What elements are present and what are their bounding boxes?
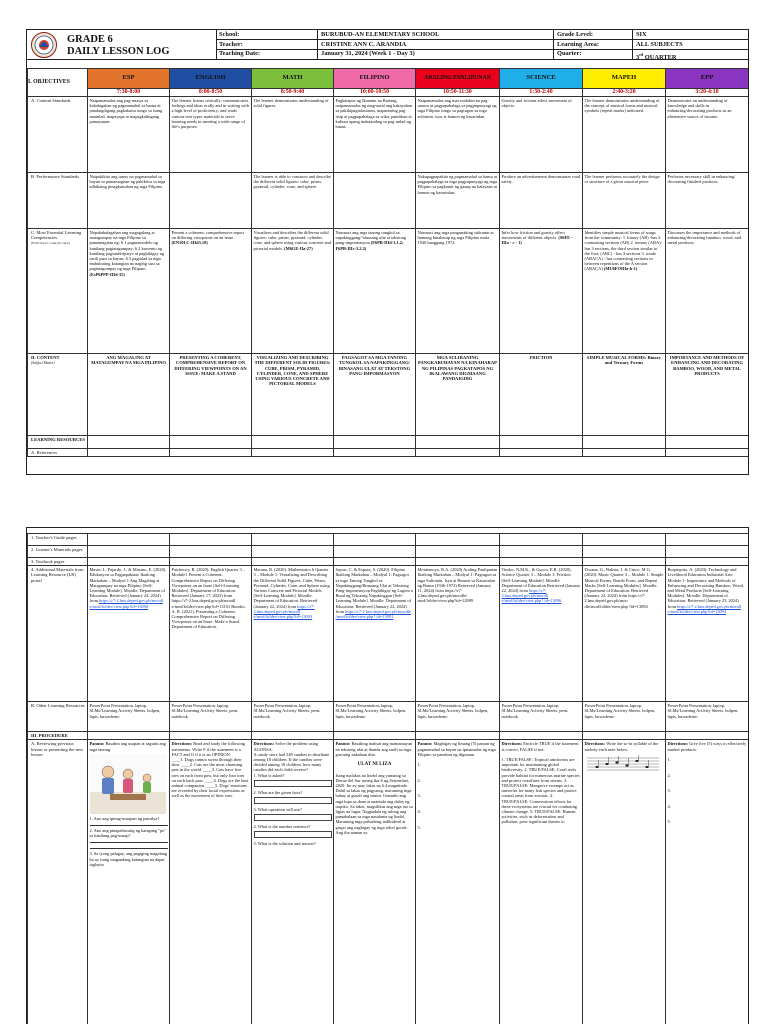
math-answer-box-2[interactable] bbox=[254, 797, 332, 804]
info-labels-right bbox=[557, 30, 599, 59]
am-epp-link[interactable]: https://r7-2.lms.deped.gov.ph/moodl e/mod/folder/view.php?id=13094 bbox=[667, 603, 742, 614]
cs-ap: Naipamamalas ang mas malalim na pag-unawa at pagpapahalaga sa pagpupunyagi ng mga Pilipino tungo sa pagtugon sa mga suliranin, isyu at hamon ng kasarinlan. bbox=[416, 97, 500, 173]
quarter-label: Quarter: bbox=[557, 50, 582, 58]
references-label: A. References bbox=[28, 449, 88, 457]
deped-seal-icon bbox=[31, 32, 57, 58]
or-esp: PowerPoint Presentation, laptop, SLMs/Learning Activity Sheets, bolpen, lapis, kuwaderno bbox=[88, 702, 170, 732]
info-labels-left bbox=[219, 30, 260, 59]
time-epp: 3:20-4:10 bbox=[666, 89, 749, 97]
esp-question-1: 1. Ano ang ipinag-uusapan ng pamilya? bbox=[89, 815, 160, 821]
lm-pages-row bbox=[28, 546, 749, 558]
references-row bbox=[28, 449, 749, 457]
ps-ap: Nakapagpapakita ng pagmamahal sa bansa at pagpapahalaga sa mga pagpupunyagi ng mga Pilipino sa pagkamit ng ganap na kalayaan at hamon ng kasarinlan. bbox=[416, 173, 500, 229]
content-row bbox=[28, 354, 749, 436]
english-items: ____1. Dogs cannot sweat through their skin. ____2. Cats are the most charming pets in the world. ____3. Cats have five toes on each front paw, but only four toes on each back paw. ____4. Dogs are the best animal companion. ____5. Dogs' emotions are revealed by their facial expressions as well as the movement of their ears. bbox=[171, 757, 249, 799]
rv-epp: Directions: Give five (5) ways to effectively market products. 1. 2. 3. 4. 5. bbox=[666, 740, 749, 1024]
procedure-row bbox=[28, 732, 749, 740]
other-resources-row bbox=[28, 702, 749, 732]
mc-english: Present a coherent, comprehensive report on differing viewpoints on an issue. (EN10LC-IIId3.18) bbox=[170, 229, 252, 354]
lesson-log-page-1 bbox=[26, 29, 749, 475]
or-math: PowerPoint Presentation, laptop, SLMs/Learning Activity Sheets, pens, notebook bbox=[252, 702, 334, 732]
subject-araling-panlipunan: ARALING PANLIPUNAN bbox=[416, 69, 500, 89]
topic-math: VISUALIZING AND DESCRIBING THE DIFFERENT SOLID FIGURES: CUBE, PRISM, PYRAMID, CYLINDER, CONE, AND SPHERE USING VARIOUS CONCRETE AND PICTORIAL MODELS bbox=[252, 354, 334, 436]
music-staff-icon bbox=[585, 754, 661, 776]
am-ap: Montemoyo, R.A. (2020) Araling Panlipunan Ikatlong Markahan – Modyul 1: Pagtugon sa mga Suliranin, Isyu at Hamon sa Kasarinlan ng Bansa (1946-1972) Retrieved (January 11, 2024) from https://r7-2.lms.deped.gov.ph/moodle/ mod/folder/view.php?id=12889 bbox=[416, 566, 500, 702]
content-note: (Subject Matter) bbox=[31, 361, 55, 366]
log-header bbox=[27, 30, 748, 60]
lesson-log-page-2 bbox=[26, 527, 749, 1024]
topic-ap: MGA SULIRANING PANGKABUHAYAN NA KINAHARAP NG PILIPINAS PAGKATAPOS NG IKALAWANG DIGMAANG PANDAIGDIG bbox=[416, 354, 500, 436]
mc-mapeh: Identifies simple musical forms of songs from the community: 1. binary (AB) -has 2 contrasting sections (AB) 2. ternary (ABA)-has 3 sections, the third section similar to the first; (ABC) - has 3 sections 3. rondo (ABACA) - has contrasting sections in between repetitions of the A section (ABACA) (MU6FOIIIa-b-1) bbox=[583, 229, 666, 354]
cs-english: The learner listens critically; communicates feelings and ideas orally and in writing with a high level of proficiency; and reads various text types materials to serve learning needs in meeting a wide range of life's purposes. bbox=[170, 97, 252, 173]
or-mapeh: PowerPoint Presentation, laptop, SLMs/Learning Activity Sheets, bolpen, lapis, kuwaderno bbox=[583, 702, 666, 732]
ps-mapeh: The learner performs accurately the design or structure of a given musical piece. bbox=[583, 173, 666, 229]
teacher-label: Teacher: bbox=[219, 40, 243, 48]
or-filipino: PowerPoint Presentation, laptop, SLMs/Learning Activity Sheets, bolpen, lapis, kuwaderno bbox=[334, 702, 416, 732]
family-illustration-icon bbox=[90, 754, 166, 814]
grade-value: SIX bbox=[636, 31, 647, 38]
mc-ap: Nasusuri ang mga pangunahing suliranin at hamong kinaharap ng mga Pilipino mula 1946 hanggang 1972. bbox=[416, 229, 500, 354]
subject-epp: EPP bbox=[666, 69, 749, 89]
am-math: Marana, R. (2020). Mathematics 6 Quarter 3 – Module 1: Visualizing and Describing the Different Solid Figures: Cube, Prism, Pyramid, Cylinder, Cone, and Sphere using Various Concrete and Pictorial Models [Self-Learning Module]. Moodle. Department of Education. Retrieved (January 22, 2024) from https://r7-2.lms.deped.gov.ph/moodl e/mod/folder/view.php?id=13093 bbox=[252, 566, 334, 702]
topic-filipino: PAGSAGOT SA MGA TANONG TUNGKOL SA NAPAKINGGANG/ BINASANG ULAT AT TEKSTONG PANG-IMPORMASYON bbox=[334, 354, 416, 436]
math-answer-box-1[interactable] bbox=[254, 780, 332, 787]
subject-english: ENGLISH bbox=[170, 69, 252, 89]
topic-science: FRICTION bbox=[500, 354, 583, 436]
or-epp: PowerPoint Presentation, laptop, SLMs/Learning Activity Sheets, bolpen, lapis, kuwaderno bbox=[666, 702, 749, 732]
performance-standards-label: B. Performance Standards bbox=[28, 173, 88, 229]
math-problem: A candy store had 540 candies to distribute among 18 children. If the candies were divided among 18 children, how many candies did each child receive? bbox=[253, 751, 330, 773]
rv-math: Directions: Solve the problem using AGONSA. A candy store had 540 candies to distribute among 18 children. If the candies were divided among 18 children, how many candies did each child receive? 1. What is asked? 2. What are the given facts? 3. What operation will use? 4. What is the number sentence? 5. What is the solution and answer? bbox=[252, 740, 334, 1024]
rv-filipino: Panuto: Basahing mabuti ang mamamayan na tekstong ulat at ihanda ang sarili sa mga gawaing nakalaan dito. ULAT NI LIZA Isang malakas na lindol ang yumanig sa Davao del Sur noong ika-6 ng Setyembre, 2020. Ito ay may lakas na 6.4 magnitude. Dahil sa lakas ng pagyanig, maraming mga bahay at gusali ang nasira. Gumuho ang mga lupa sa daan at naantala ang daloy ng trapiko. Sa takot, magsilikas ang mga tao sa ligtas na lugar. Nagpadala ng tulong ang pamahalaan sa mga nasalanta ng lindol. Maraming mga pribadong indibidwal at grupo ang nagbigay ng mga relief goods. Ang iba naman ay bbox=[334, 740, 416, 1024]
content-standards-row bbox=[28, 97, 749, 173]
info-values-left bbox=[321, 30, 439, 59]
content-label-cell bbox=[28, 354, 88, 436]
teacher-value: CRISTINE ANN C. ARANDIA bbox=[321, 40, 407, 48]
competencies-note: (Write the LC code for each) bbox=[31, 241, 70, 246]
cs-epp: Demonstrates an understanding of knowledge and skills in enhancing/decorating products as an alternative source of income. bbox=[666, 97, 749, 173]
esp-question-3: 3. Sa iyong palagay, ang pagiging magalang ba ay isang magandang katangian na dapat taglayin bbox=[89, 851, 168, 867]
time-filipino: 10:00-10:50 bbox=[334, 89, 416, 97]
science-items: 1. TRUE/FALSE: Tropical rainforests are important for maintaining global biodiversity. 2. TRUE/FALSE: Coral reefs provide habitat for numerous marine species and protect coastlines from storms. 3. TRUE/FALSE: Mangrove swamps act as nurseries for many fish species and protect coastal areas from erosion. 4. TRUE/FALSE: Conservation efforts for these ecosystems are crucial for combating climate change. 5. TRUE/FALSE: Human activities, such as deforestation and pollution, pose significant threats to bbox=[501, 757, 580, 825]
learning-resources-row bbox=[28, 436, 749, 449]
tg-pages-label: 1. Teacher's Guide pages bbox=[28, 534, 88, 546]
subject-math: MATH bbox=[252, 69, 334, 89]
title-dll: DAILY LESSON LOG bbox=[67, 46, 170, 57]
math-answer-box-3[interactable] bbox=[254, 814, 332, 821]
subject-science: SCIENCE bbox=[500, 69, 583, 89]
ps-english bbox=[170, 173, 252, 229]
rv-ap: Panuto: Magbigay ng limang (5) paraan ng pagmamahal sa bayan na ipinamalas ng mga Pilipino sa panahon ng digmaan. 1. 2. 3. 4. 5. bbox=[416, 740, 500, 1024]
mc-math: Visualizes and describes the different solid figures: cube, prism, pyramid, cylinder, cone, and sphere using various concrete and pictorial models. (M6GE-IIa-27) bbox=[252, 229, 334, 354]
rv-mapeh: Directions: Write the so-fa syllable of the melody each note below. bbox=[583, 740, 666, 1024]
ps-esp: Naipakikita ang tunay na pagmamahal sa bayan sa pamamagitan ng pakikiisa sa mga adhikaing pinagkaisahan ng mga Pilipino. bbox=[88, 173, 170, 229]
time-english: 8:00-8:50 bbox=[170, 89, 252, 97]
mc-science: Infer how friction and gravity affect movements of different objects. (S6FE - IIIa - c - 1) bbox=[500, 229, 583, 354]
am-filipino-link[interactable]: https://r7-2.lms.deped.gov.ph/moodle /mod/folder/view.php? id=13091 bbox=[335, 608, 411, 620]
or-english: PowerPoint Presentation, laptop, SLMs/Learning Activity Sheets, pens, notebook bbox=[170, 702, 252, 732]
area-value: ALL SUBJECTS bbox=[636, 40, 683, 48]
subject-esp: ESP bbox=[88, 69, 170, 89]
quarter-value: 3rd QUARTER bbox=[636, 51, 677, 61]
am-mapeh: Tiwana, G., Balista, J. & Cinco, M.G. (2020). Music Quarter 3 – Module 1: Simple Musical Forms, Rondo Form, and Repeat Marks [Self-Learning Modules]. Moodle. Department of Education. Retrieved (January 23, 2024) from https://r7-2.lms.deped.gov.ph/moo dle/mod/folder/view.php ?id=13094 bbox=[583, 566, 666, 702]
objectives-table bbox=[27, 68, 749, 457]
cs-mapeh: The learner demonstrates understanding of the concept of musical forms and musical symbols (repeat marks) indicated. bbox=[583, 97, 666, 173]
reviewing-row bbox=[28, 740, 749, 1024]
textbook-pages-label: 3. Textbook pages bbox=[28, 558, 88, 566]
mc-esp: Napahahalagahan ang magagalang at matagumpay na mga Pilipino sa pamamagitan ng: 6.1 pagmamodelo ng kanilang pagtatagumpay; 6.2 kuwento ng kanilang pagsasakripisyo at pagbibigay ng sarili para sa bayan; 6.3 pagtulad sa mga mabubuting katangian na naging susi sa pagtatagumpay ng mga Pilipino. (EsP6PPP-IIId-35) bbox=[88, 229, 170, 354]
filipino-text-title: ULAT NI LIZA bbox=[357, 762, 392, 768]
competencies-label: C. Most Essential Learning Competencies bbox=[31, 230, 82, 241]
grade-label: Grade Level: bbox=[557, 31, 594, 38]
rv-science: Directions: Encircle TRUE if the statement is correct, FALSE if not. 1. TRUE/FALSE: Tropical rainforests are important for maintaining global biodiversity. 2. TRUE/FALSE: Coral reefs provide habitat for numerous marine species and protect coastlines from storms. 3. TRUE/FALSE: Mangrove swamps act as nurseries for many fish species and protect coastal areas from erosion. 4. TRUE/FALSE: Conservation efforts for these ecosystems are crucial for combating climate change. 5. TRUE/FALSE: Human activities, such as deforestation and pollution, pose significant threats to bbox=[500, 740, 583, 1024]
topic-epp: IMPORTANCE AND METHODS OF ENHANCING AND DECORATING BAMBOO, WOOD, AND METAL PRODUCTS bbox=[666, 354, 749, 436]
cs-math: The learner demonstrates understanding of solid figures. bbox=[252, 97, 334, 173]
date-value: January 31, 2024 (Week 1 - Day 3) bbox=[321, 50, 415, 58]
time-ap: 10:50-11:30 bbox=[416, 89, 500, 97]
am-epp: Buquiquito, A. (2020). Technology and Livelihood Education Industrial Arts- Module 1: Importance and Methods of Enhancing and Decorating Bamboo, Wood, and Metal Products [Self-Learning Modules]. Moodle. Department of Education. Retrieved (January 23, 2024) from https://r7-2.lms.deped.gov.ph/moodl e/mod/folder/view.php?id=13094 bbox=[666, 566, 749, 702]
filipino-text-body: Isang malakas na lindol ang yumanig sa Davao del Sur noong ika-6 ng Setyembre, 2020. Ito ay may lakas na 6.4 magnitude. Dahil sa lakas ng pagyanig, maraming mga bahay at gusali ang nasira. Gumuho ang mga lupa sa daan at naantala ang daloy ng trapiko. Sa takot, magsilikas ang mga tao sa ligtas na lugar. Nagpadala ng tulong ang pamahalaan sa mga nasalanta ng lindol. Maraming mga pribadong indibidwal at grupo ang nagbigay ng mga relief goods. Ang iba naman ay bbox=[335, 772, 413, 835]
ps-science: Produce an advertisement demonstrates road safety. bbox=[500, 173, 583, 229]
ps-filipino bbox=[334, 173, 416, 229]
mc-epp: Discusses the importance and methods of enhancing/decorating bamboo, wood, and metal products. bbox=[666, 229, 749, 354]
tg-pages-row bbox=[28, 534, 749, 546]
ps-epp: Performs necessary skill in enhancing/ decorating finished products. bbox=[666, 173, 749, 229]
performance-standards-row bbox=[28, 173, 749, 229]
lm-pages-label: 2. Learner's Materials pages bbox=[28, 546, 88, 558]
content-standards-label: A. Content Standards bbox=[28, 97, 88, 173]
area-label: Learning Area: bbox=[557, 40, 599, 48]
reviewing-label: A. Reviewing previous lesson or presenting the new lesson bbox=[28, 740, 88, 1024]
other-resources-label: B. Other Learning Resources bbox=[28, 702, 88, 732]
school-label: School: bbox=[219, 31, 240, 38]
time-mapeh: 2:40-3:20 bbox=[583, 89, 666, 97]
cs-science: Gravity and friction affect movement of objects. bbox=[500, 97, 583, 173]
topic-english: PRESENTING A COHERENT, COMPREHENSIVE REPORT ON DIFFERING VIEWPOINTS ON AN ISSUE: MAKE A STAND bbox=[170, 354, 252, 436]
competencies-label-cell bbox=[28, 229, 88, 354]
subject-mapeh: MAPEH bbox=[583, 69, 666, 89]
am-english: Patchecoy, R. (2020). English Quarter 3 – Module1 Present a Coherent, Comprehensive Report on Differing Viewpoints on an Issue [Self-Learning Modules]. Department of Education. Retrieved (January 17, 2023) from https://r7-2.lms.deped.gov.ph/moodl e/mod/folder/view.php?id=13101 Bondoc, A. R. (2021). Presenting a Coherent, Comprehensive Report on Differing Viewpoints on an Issue: Make a Stand. Department of Education. bbox=[170, 566, 252, 702]
resources-procedure-table bbox=[27, 533, 749, 1024]
am-math-link[interactable]: https://r7-2.lms.deped.gov.ph/moodl e/mod/folder/view.php?id=13093 bbox=[253, 603, 315, 620]
or-ap: PowerPoint Presentation, laptop, SLMs/Learning Activity Sheets, bolpen, lapis, kuwaderno bbox=[416, 702, 500, 732]
time-math: 8:50-9:40 bbox=[252, 89, 334, 97]
content-label: II. CONTENT bbox=[31, 355, 60, 360]
mc-filipino: Nasusuri ang mga tanong tungkol sa napakinggang/ binasang ulat at tekstong pang-impormasyon (F6PB-IIId-3.1.2; F6PB-IIIc-3.2.2) bbox=[334, 229, 416, 354]
cs-filipino: Pagkatapos ng Ikaanim na Baitang, naipamamalas ng mag-aaral ang kakayahan sa pakikipagtalastasan, mapanuring pag-iisip at pagpapahalaga sa wika, panitikan at kultura upang makaambag sa pag-unlad ng bansa. bbox=[334, 97, 416, 173]
am-esp-link[interactable]: https://r7-2.lms.deped.gov.ph/moodl e/mod/folder/view.php?id=13090 bbox=[89, 598, 164, 609]
topic-mapeh: SIMPLE MUSICAL FORMS: Binary and Ternary Forms bbox=[583, 354, 666, 436]
school-value: BURUBUD-AN ELEMENTARY SCHOOL bbox=[321, 31, 440, 38]
topic-esp: ANG MAGALING AT MATAGUMPAY NA MGA PILIPINO bbox=[88, 354, 170, 436]
procedure-label: III. PROCEDURE bbox=[28, 732, 88, 740]
am-science: Tindoc, N.M.K., & Gucco, E.R. (2020). Science Quarter 3 – Module 1: Friction (Self-Learning Module]. Moodle. Department of Education Retrieved (January 22, 2024) from https://r7-2.lms.deped.gov.ph/moodl e/mod/folder/view.php? id=13096 bbox=[500, 566, 583, 702]
or-science: PowerPoint Presentation, laptop, SLMs/Learning Activity Sheets, pens, notebook bbox=[500, 702, 583, 732]
competencies-row bbox=[28, 229, 749, 354]
subject-filipino: FILIPINO bbox=[334, 69, 416, 89]
additional-materials-row bbox=[28, 566, 749, 702]
objectives-label: I. OBJECTIVES bbox=[28, 69, 88, 97]
additional-materials-label: 4. Additional Materials from Learning Resource (LR) portal bbox=[28, 566, 88, 702]
cs-esp: Naipamamalas ang pag-unawa sa kahalagahan ng pagmamahal sa bansa at pandaigdigang pagkakaisa tungo sa isang maunlad, mapayapa at mapagkalingang pamayanan. bbox=[88, 97, 170, 173]
esp-question-2: 2. Ano ang pinapahiwatig ng katagang "po" sa kanilang pag-uusap? bbox=[89, 828, 167, 839]
title-grade: GRADE 6 bbox=[67, 34, 113, 45]
info-values-right bbox=[636, 30, 683, 59]
math-answer-box-4[interactable] bbox=[254, 831, 332, 838]
am-science-link[interactable]: https://r7-2.lms.deped.gov.ph/moodl e/mod/folder/view.php? id=13096 bbox=[501, 588, 562, 604]
date-label: Teaching Date: bbox=[219, 50, 261, 58]
rv-english: Directions: Read and study the following statements. Write F if the statement is a FACT and O if it is an OPINION. ____1. Dogs cannot sweat through their skin. ____2. Cats are the most charming pets in the world. ____3. Cats have five toes on each front paw, but only four toes on each back paw. ____4. Dogs are the best animal companion. ____5. Dogs' emotions are revealed by their facial expressions as well as the movement of their ears. bbox=[170, 740, 252, 1024]
textbook-pages-row bbox=[28, 558, 749, 566]
learning-resources-label: LEARNING RESOURCES bbox=[28, 436, 88, 449]
rv-esp: Panuto: Basahin ang usapan at sagutin ang mga tanong: 1. Ano ang ipinag-uusapan ng pamilya? 2. Ano ang pinapahiwatig ng katagang "po" sa kanilang pag-uusap? 3. Sa iyong palagay, ang pagiging magalang ba ay isang magandang katangian na dapat taglayin bbox=[88, 740, 170, 1024]
time-science: 1:30-2:40 bbox=[500, 89, 583, 97]
am-filipino: Sayon, C. & Espora, S. (2020). Filipino Ikatlong Markahan – Modyul 1: Pagsagot sa mga Tanong Tungkol sa Napakinggang/Binasang Ulat at Tekstong Pang-impormasyon Pagbibigay ng Lagom o Buod ng Tekstong Napakinggan [Self-Learning Module]. Moodle. Department of Education. Retrieved (January 22, 2024) from https://r7-2.lms.deped.gov.ph/moodle /mod/folder/view.php? id=13091 bbox=[334, 566, 416, 702]
time-esp: 7:30-8:00 bbox=[88, 89, 170, 97]
am-esp: Masin, J., Fajardo, J., & Maxino, E. (2020). Edukasyon sa Pagpapakatao Ikatlong Markahan – Modyul 1 Ang Magaling at Matagumpay na mga Pilipino [Self-Learning Module]. Moodle. Department of Education. Retrieved (January 22, 2024) from https://r7-2.lms.deped.gov.ph/moodl e/mod/folder/view.php?id=13090 bbox=[88, 566, 170, 702]
ps-math: The learner is able to construct and describe the different solid figures: cube, prism, pyramid, cylinder, cone, and sphere. bbox=[252, 173, 334, 229]
